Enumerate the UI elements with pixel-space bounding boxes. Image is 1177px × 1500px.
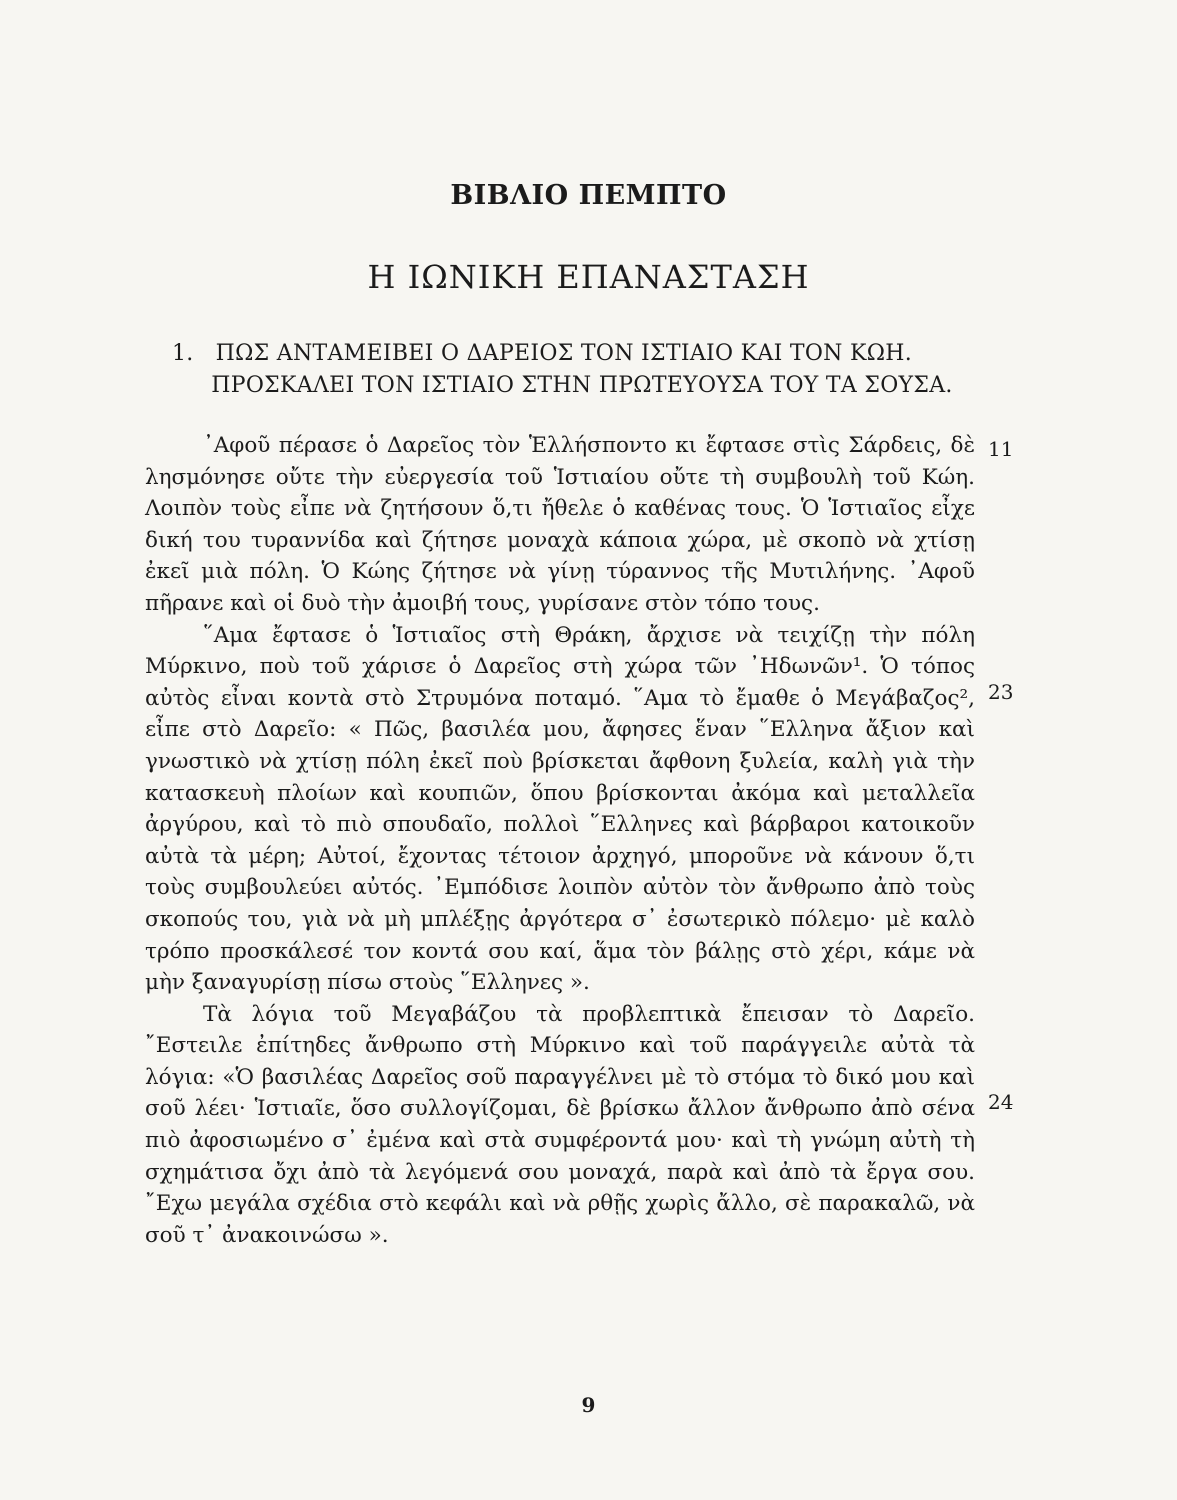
paragraph-3: Τὰ λόγια τοῦ Μεγαβάζου τὰ προβλεπτικὰ ἔπεισαν τὸ Δαρεῖο. ῎Εστειλε ἐπίτηδες ἄνθρωπο στὴ Μύρκινο καὶ τοῦ παράγγειλε αὐτὰ τὰ λόγια: «Ὁ βασιλέας Δαρεῖος σοῦ παραγγέλνει μὲ τὸ στόμα τὸ δικό μου καὶ σοῦ λέει· Ἱστιαῖε, ὅσο συλλογίζομαι, δὲ βρίσκω ἄλλον ἄνθρωπο ἀπὸ σένα πιὸ ἀφοσιωμένο σ᾿ ἐμένα καὶ στὰ συμφέροντά μου· καὶ τὴ γνώμη αὐτὴ τὴ σχημάτισα ὄχι ἀπὸ τὰ λεγόμενά σου μοναχά, παρὰ καὶ ἀπὸ τὰ ἔργα σου. ῎Εχω μεγάλα σχέδια στὸ κεφάλι καὶ νὰ ρθῇς χωρὶς ἄλλο, σὲ παρακαλῶ, νὰ σοῦ τ᾿ ἀνακοινώσω ». xyxy=(145,1001,975,1248)
book-title: ΒΙΒΛΙΟ ΠΕΜΠΤΟ xyxy=(450,180,727,211)
section-heading xyxy=(172,338,992,402)
paragraph-2: ῞Αμα ἔφτασε ὁ Ἱστιαῖος στὴ Θράκη, ἄρχισε νὰ τειχίζῃ τὴν πόλη Μύρκινο, ποὺ τοῦ χάρισε ὁ Δαρεῖος στὴ χώρα τῶν ᾿Ηδωνῶν¹. Ὁ τόπος αὐτὸς εἶναι κοντὰ στὸ Στρυμόνα ποταμό. ῞Αμα τὸ ἔμαθε ὁ Μεγάβαζος², εἶπε στὸ Δαρεῖο: « Πῶς, βασιλέα μου, ἄφησες ἕναν ῞Ελληνα ἄξιον καὶ γνωστικὸ νὰ χτίσῃ πόλη ἐκεῖ ποὺ βρίσκεται ἄφθονη ξυλεία, καλὴ γιὰ τὴν κατασκευὴ πλοίων καὶ κουπιῶν, ὅπου βρίσκονται ἀκόμα καὶ μεταλλεῖα ἀργύρου, καὶ τὸ πιὸ σπουδαῖο, πολλοὶ ῞Ελληνες καὶ βάρβαροι κατοικοῦν αὐτὰ τὰ μέρη; Αὐτοί, ἔχοντας τέτοιον ἀρχηγό, μποροῦνε νὰ κάνουν ὅ,τι τοὺς συμβουλεύει αὐτός. ᾿Εμπόδισε λοιπὸν αὐτὸν τὸν ἄνθρωπο ἀπὸ τοὺς σκοπούς του, γιὰ νὰ μὴ μπλέξῃς ἀργότερα σ᾿ ἐσωτερικὸ πόλεμο· μὲ καλὸ τρόπο προσκάλεσέ τον κοντά σου καί, ἅμα τὸν βάλῃς στὸ χέρι, κάμε νὰ μὴν ξαναγυρίσῃ πίσω στοὺς ῞Ελληνες ». xyxy=(145,622,975,996)
chapter-title: Η ΙΩΝΙΚΗ ΕΠΑΝΑΣΤΑΣΗ xyxy=(367,258,810,296)
marginal-number: 24 xyxy=(988,1090,1014,1114)
section-heading-line1: ΠΩΣ ΑΝΤΑΜΕΙΒΕΙ Ο ΔΑΡΕΙΟΣ ΤΟΝ ΙΣΤΙΑΙΟ ΚΑΙ ΤΟΝ ΚΩΗ. xyxy=(215,341,913,366)
section-heading-line2: ΠΡΟΣΚΑΛΕΙ ΤΟΝ ΙΣΤΙΑΙΟ ΣΤΗΝ ΠΡΩΤΕΥΟΥΣΑ ΤΟΥ ΤΑ ΣΟΥΣΑ. xyxy=(211,373,953,398)
paragraph-1: ᾿Αφοῦ πέρασε ὁ Δαρεῖος τὸν Ἑλλήσποντο κι ἔφτασε στὶς Σάρδεις, δὲ λησμόνησε οὔτε τὴν εὐεργεσία τοῦ Ἱστιαίου οὔτε τὴ συμβουλὴ τοῦ Κώη. Λοιπὸν τοὺς εἶπε νὰ ζητήσουν ὅ,τι ἤθελε ὁ καθένας τους. Ὁ Ἱστιαῖος εἶχε δική του τυραννίδα καὶ ζήτησε μοναχὰ κάποια χώρα, μὲ σκοπὸ νὰ χτίσῃ ἐκεῖ μιὰ πόλη. Ὁ Κώης ζήτησε νὰ γίνῃ τύραννος τῆς Μυτιλήνης. ᾿Αφοῦ πῆρανε καὶ οἱ δυὸ τὴν ἀμοιβή τους, γυρίσανε στὸν τόπο τους. xyxy=(145,433,975,616)
marginal-number: 23 xyxy=(988,680,1014,704)
marginal-number: 11 xyxy=(988,437,1014,461)
body-text xyxy=(145,430,975,1251)
section-number: 1. xyxy=(172,341,194,366)
page-number: 9 xyxy=(581,1393,596,1417)
